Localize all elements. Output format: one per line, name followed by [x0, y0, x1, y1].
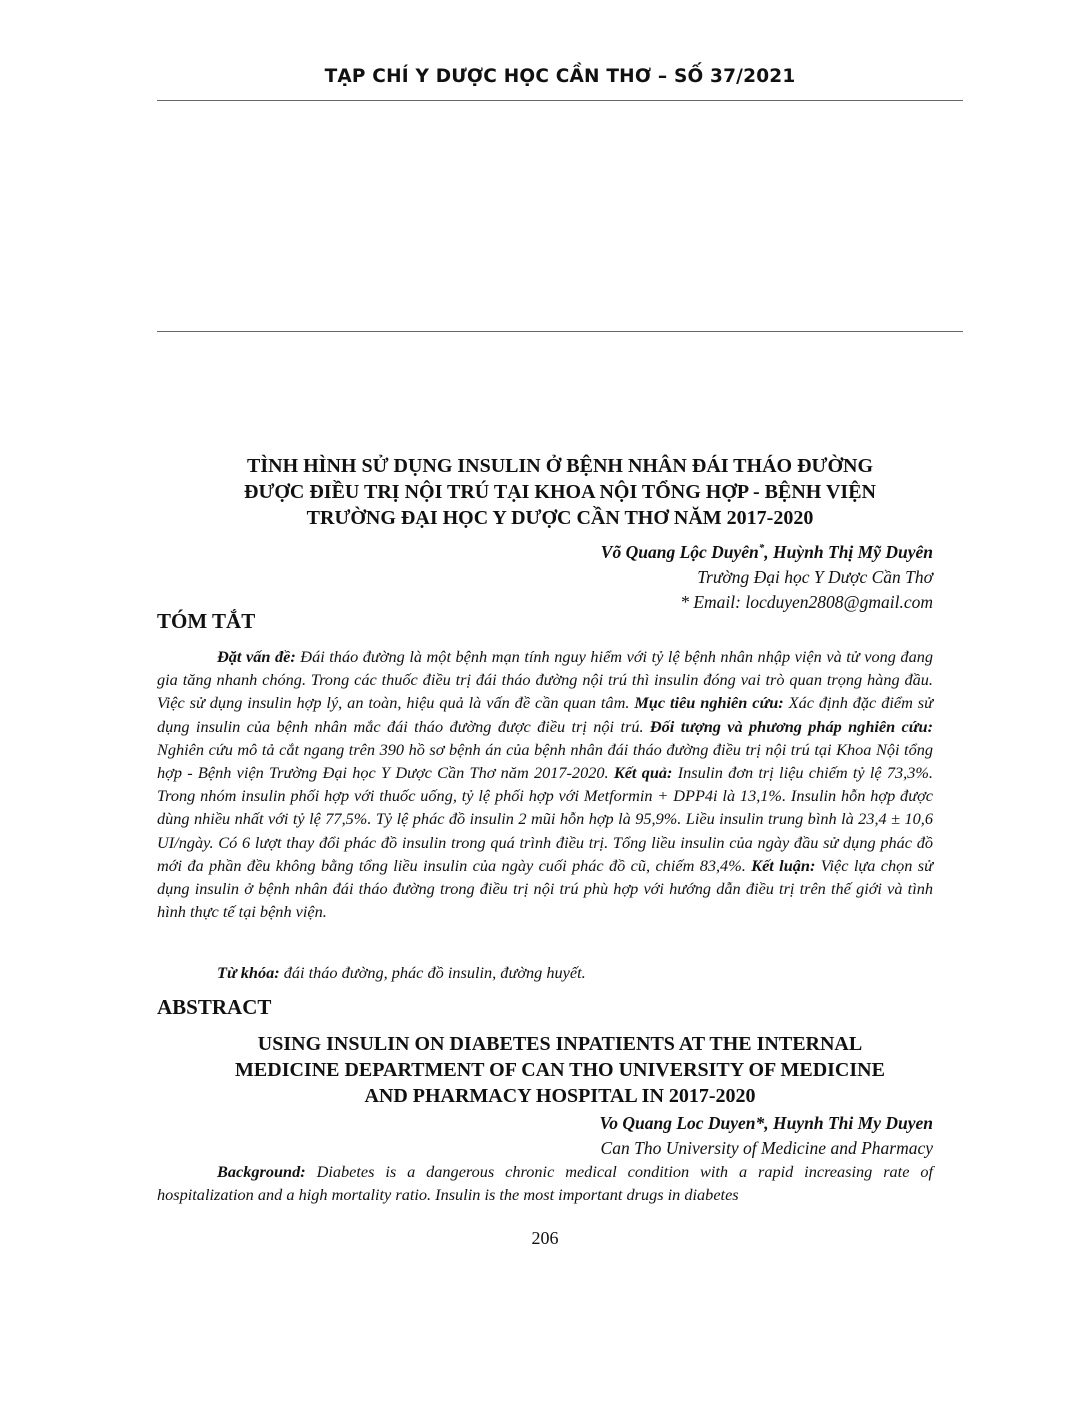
summary-heading: TÓM TẮT — [157, 609, 256, 633]
label-conclusion: Kết luận: — [751, 855, 816, 875]
keywords-label: Từ khóa: — [217, 963, 280, 982]
text-objective: Xác định đặc điểm sử dụng insulin của bệnh nhân mắc đái tháo đường được điều trị nội trú. — [157, 693, 933, 736]
keywords-text: đái tháo đường, phác đồ insulin, đường huyết. — [279, 963, 586, 982]
vietnamese-title-line-2: ĐƯỢC ĐIỀU TRỊ NỘI TRÚ TẠI KHOA NỘI TỔNG HỢP - BỆNH VIỆN — [244, 481, 876, 503]
section-rule — [157, 331, 963, 332]
english-title-line-2: MEDICINE DEPARTMENT OF CAN THO UNIVERSITY OF MEDICINE — [235, 1059, 885, 1081]
english-abstract — [157, 1160, 933, 1206]
label-objective: Mục tiêu nghiên cứu: — [634, 693, 784, 713]
label-background: Đặt vấn đề: — [217, 647, 296, 666]
text-conclusion: Việc lựa chọn sử dụng insulin ở bệnh nhân đái tháo đường trong điều trị nội trú phù hợp với hướng dẫn điều trị trên thế giới và tình hình thực tế tại bệnh viện. — [157, 855, 933, 922]
vietnamese-title — [157, 453, 963, 531]
vietnamese-abstract — [157, 645, 933, 923]
english-title-line-3: AND PHARMACY HOSPITAL IN 2017-2020 — [364, 1085, 756, 1107]
page-number: 206 — [531, 1228, 559, 1248]
text-results: Insulin đơn trị liệu chiếm tỷ lệ 73,3%. Trong nhóm insulin phối hợp với thuốc uống, tỷ lệ phối hợp với Metformin + DPP4i là 13,1%. Insulin hỗn hợp được dùng nhiều nhất với tỷ lệ 77,5%. Tỷ lệ phác đồ insulin 2 mũi hỗn hợp là 95,9%. Liều insulin trung bình là 23,4 ± 10,6 UI/ngày. Có 6 lượt thay đổi phác đồ insulin trong quá trình điều trị. Tổng liều insulin của ngày đầu sử dụng phác đồ mới đa phần đều không bằng tổng liều insulin của ngày cuối phác đồ cũ, chiếm 83,4%. — [157, 763, 933, 875]
vietnamese-authors — [157, 536, 933, 565]
header-rule — [157, 100, 963, 101]
english-title-line-1: USING INSULIN ON DIABETES INPATIENTS AT THE INTERNAL — [257, 1033, 863, 1055]
abstract-heading: ABSTRACT — [157, 995, 272, 1019]
author-1: Võ Quang Lộc Duyên — [600, 541, 759, 562]
english-affiliation: Can Tho University of Medicine and Pharmacy — [600, 1138, 933, 1158]
corresponding-mark: * — [758, 542, 765, 554]
journal-header: TẠP CHÍ Y DƯỢC HỌC CẦN THƠ – SỐ 37/2021 — [324, 66, 796, 87]
author-email: * Email: locduyen2808@gmail.com — [680, 591, 933, 612]
english-authors: Vo Quang Loc Duyen*, Huynh Thi My Duyen — [599, 1113, 933, 1133]
text-background: Đái tháo đường là một bệnh mạn tính nguy hiểm với tỷ lệ bệnh nhân nhập viện và tử vong đang gia tăng nhanh chóng. Trong các thuốc điều trị đái tháo đường nội trú thì insulin đóng vai trò quan trọng hàng đầu. Việc sử dụng insulin hợp lý, an toàn, hiệu quả là vấn đề cần quan tâm. — [157, 647, 933, 713]
author-2: , Huỳnh Thị Mỹ Duyên — [764, 541, 933, 562]
vietnamese-author-block — [157, 536, 933, 615]
vietnamese-affiliation: Trường Đại học Y Dược Cần Thơ — [697, 566, 933, 587]
text-background-en: Diabetes is a dangerous chronic medical condition with a rapid increasing rate of hospitalization and a high mortality ratio. Insulin is the most important drugs in diabetes — [157, 1162, 933, 1205]
label-methods: Đối tượng và phương pháp nghiên cứu: — [649, 716, 934, 736]
text-methods: Nghiên cứu mô tả cắt ngang trên 390 hồ sơ bệnh án của bệnh nhân đái tháo đường điều trị nội trú tại Khoa Nội tổng hợp - Bệnh viện Trường Đại học Y Dược Cần Thơ năm 2017-2020. — [157, 739, 933, 783]
vietnamese-title-line-3: TRƯỜNG ĐẠI HỌC Y DƯỢC CẦN THƠ NĂM 2017-2020 — [306, 507, 814, 529]
english-title — [157, 1031, 963, 1109]
label-results: Kết quả: — [613, 763, 673, 783]
label-background-en: Background: — [217, 1162, 306, 1181]
english-author-block — [157, 1111, 933, 1161]
keywords-line — [157, 961, 933, 984]
vietnamese-title-line-1: TÌNH HÌNH SỬ DỤNG INSULIN Ở BỆNH NHÂN ĐÁI THÁO ĐƯỜNG — [247, 455, 873, 477]
